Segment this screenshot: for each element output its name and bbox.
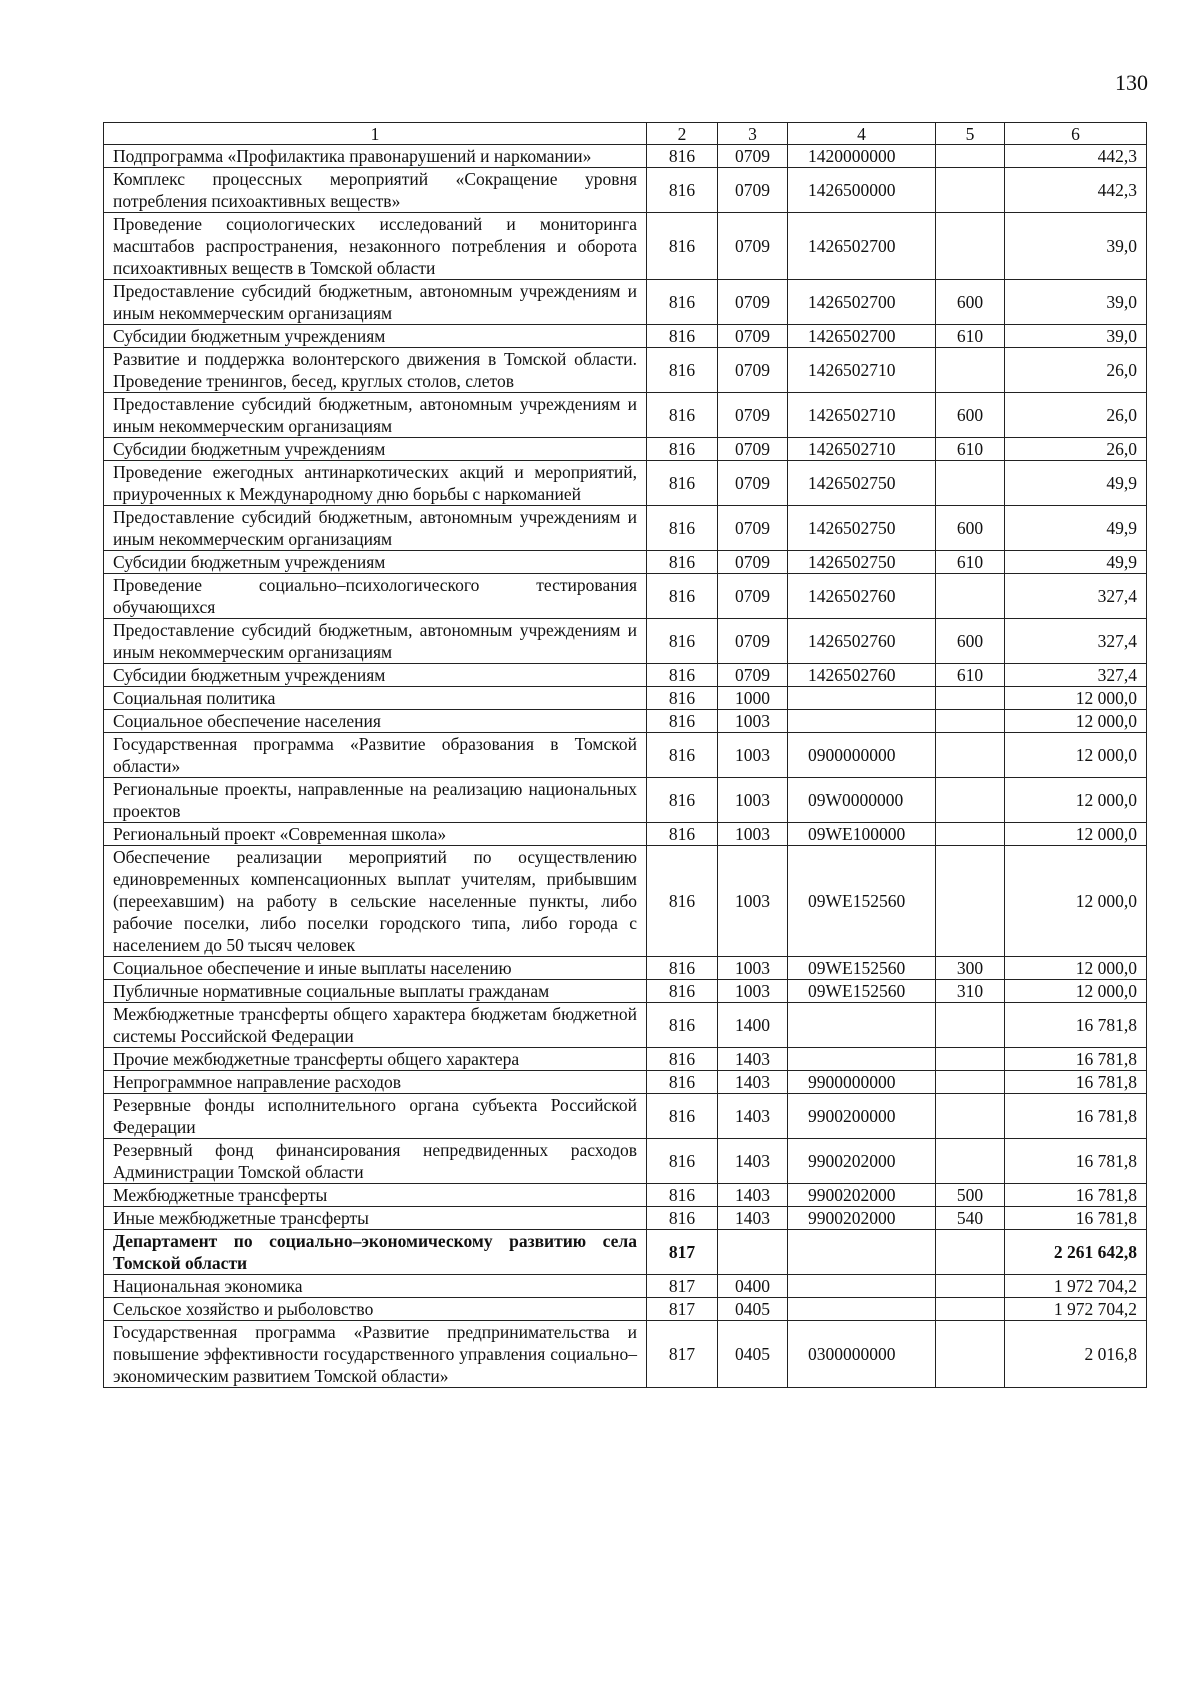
section-code <box>718 1230 788 1275</box>
table-row <box>104 619 1147 664</box>
expense-type-code: 600 <box>936 506 1005 551</box>
item-name: Предоставление субсидий бюджетным, автономным учреждениям и иным некоммерческим организациям <box>104 506 647 551</box>
amount: 442,3 <box>1005 168 1147 213</box>
section-code: 0709 <box>718 280 788 325</box>
section-code: 1403 <box>718 1071 788 1094</box>
target-article-code: 0300000000 <box>788 1321 936 1388</box>
amount: 49,9 <box>1005 551 1147 574</box>
section-code: 0709 <box>718 461 788 506</box>
expense-type-code <box>936 1298 1005 1321</box>
expense-type-code: 610 <box>936 664 1005 687</box>
header-cell-1: 1 <box>104 123 647 145</box>
ministry-code: 816 <box>647 710 718 733</box>
item-name: Межбюджетные трансферты <box>104 1184 647 1207</box>
table-row <box>104 1321 1147 1388</box>
expense-type-code: 300 <box>936 957 1005 980</box>
target-article-code: 1426500000 <box>788 168 936 213</box>
amount: 1 972 704,2 <box>1005 1298 1147 1321</box>
section-code: 0709 <box>718 438 788 461</box>
section-code: 0709 <box>718 393 788 438</box>
expense-type-code <box>936 145 1005 168</box>
header-cell-6: 6 <box>1005 123 1147 145</box>
table-row <box>104 733 1147 778</box>
ministry-code: 817 <box>647 1230 718 1275</box>
item-name: Иные межбюджетные трансферты <box>104 1207 647 1230</box>
section-code: 0709 <box>718 348 788 393</box>
section-code: 1003 <box>718 980 788 1003</box>
item-name: Государственная программа «Развитие предпринимательства и повышение эффективности государственного управления социально–экономическим развитием Томской области» <box>104 1321 647 1388</box>
amount: 442,3 <box>1005 145 1147 168</box>
ministry-code: 816 <box>647 778 718 823</box>
amount: 16 781,8 <box>1005 1003 1147 1048</box>
table-row <box>104 168 1147 213</box>
header-cell-4: 4 <box>788 123 936 145</box>
table-row <box>104 1094 1147 1139</box>
amount: 327,4 <box>1005 574 1147 619</box>
amount: 12 000,0 <box>1005 710 1147 733</box>
ministry-code: 816 <box>647 145 718 168</box>
item-name: Обеспечение реализации мероприятий по осуществлению единовременных компенсационных выплат учителям, прибывшим (переехавшим) на работу в сельские населенные пункты, либо рабочие поселки, либо поселки городского типа, либо города с населением до 50 тысяч человек <box>104 846 647 957</box>
item-name: Субсидии бюджетным учреждениям <box>104 438 647 461</box>
table-row <box>104 551 1147 574</box>
table-row <box>104 710 1147 733</box>
table-row <box>104 778 1147 823</box>
section-code: 1403 <box>718 1048 788 1071</box>
item-name: Региональные проекты, направленные на реализацию национальных проектов <box>104 778 647 823</box>
section-code: 1403 <box>718 1207 788 1230</box>
item-name: Департамент по социально–экономическому развитию села Томской области <box>104 1230 647 1275</box>
expense-type-code: 600 <box>936 619 1005 664</box>
target-article-code: 9900200000 <box>788 1094 936 1139</box>
ministry-code: 817 <box>647 1321 718 1388</box>
expense-type-code <box>936 348 1005 393</box>
target-article-code: 0900000000 <box>788 733 936 778</box>
section-code: 0405 <box>718 1321 788 1388</box>
section-code: 1003 <box>718 957 788 980</box>
table-row <box>104 664 1147 687</box>
section-code: 1403 <box>718 1139 788 1184</box>
section-code: 1003 <box>718 733 788 778</box>
ministry-code: 816 <box>647 393 718 438</box>
expense-type-code <box>936 733 1005 778</box>
ministry-code: 816 <box>647 506 718 551</box>
section-code: 0709 <box>718 664 788 687</box>
item-name: Подпрограмма «Профилактика правонарушений и наркомании» <box>104 145 647 168</box>
table-row <box>104 980 1147 1003</box>
item-name: Сельское хозяйство и рыболовство <box>104 1298 647 1321</box>
table-row <box>104 280 1147 325</box>
target-article-code: 1420000000 <box>788 145 936 168</box>
target-article-code: 1426502760 <box>788 619 936 664</box>
target-article-code: 1426502760 <box>788 664 936 687</box>
target-article-code <box>788 687 936 710</box>
section-code: 0709 <box>718 574 788 619</box>
item-name: Проведение ежегодных антинаркотических акций и мероприятий, приуроченных к Международному дню борьбы с наркоманией <box>104 461 647 506</box>
section-code: 1403 <box>718 1094 788 1139</box>
ministry-code: 816 <box>647 1139 718 1184</box>
table-row <box>104 687 1147 710</box>
amount: 12 000,0 <box>1005 980 1147 1003</box>
section-code: 1000 <box>718 687 788 710</box>
table-row <box>104 145 1147 168</box>
amount: 16 781,8 <box>1005 1207 1147 1230</box>
item-name: Прочие межбюджетные трансферты общего характера <box>104 1048 647 1071</box>
expense-type-code: 600 <box>936 393 1005 438</box>
header-cell-3: 3 <box>718 123 788 145</box>
page-number: 130 <box>1115 70 1148 95</box>
ministry-code: 817 <box>647 1298 718 1321</box>
amount: 2 261 642,8 <box>1005 1230 1147 1275</box>
section-code: 0709 <box>718 551 788 574</box>
table-row <box>104 1230 1147 1275</box>
ministry-code: 816 <box>647 325 718 348</box>
item-name: Проведение социально–психологического тестирования обучающихся <box>104 574 647 619</box>
expense-type-code <box>936 687 1005 710</box>
ministry-code: 817 <box>647 1275 718 1298</box>
ministry-code: 816 <box>647 1003 718 1048</box>
target-article-code <box>788 1048 936 1071</box>
section-code: 0405 <box>718 1298 788 1321</box>
item-name: Субсидии бюджетным учреждениям <box>104 551 647 574</box>
header-row <box>104 123 1147 145</box>
target-article-code: 9900202000 <box>788 1139 936 1184</box>
ministry-code: 816 <box>647 619 718 664</box>
ministry-code: 816 <box>647 348 718 393</box>
target-article-code: 1426502710 <box>788 348 936 393</box>
target-article-code: 1426502750 <box>788 506 936 551</box>
amount: 39,0 <box>1005 280 1147 325</box>
table-row <box>104 348 1147 393</box>
table-row <box>104 574 1147 619</box>
amount: 12 000,0 <box>1005 778 1147 823</box>
amount: 16 781,8 <box>1005 1094 1147 1139</box>
target-article-code <box>788 1230 936 1275</box>
ministry-code: 816 <box>647 664 718 687</box>
section-code: 0709 <box>718 506 788 551</box>
ministry-code: 816 <box>647 551 718 574</box>
target-article-code: 09WE152560 <box>788 957 936 980</box>
ministry-code: 816 <box>647 687 718 710</box>
ministry-code: 816 <box>647 213 718 280</box>
header-cell-5: 5 <box>936 123 1005 145</box>
item-name: Публичные нормативные социальные выплаты гражданам <box>104 980 647 1003</box>
expense-type-code: 500 <box>936 1184 1005 1207</box>
target-article-code: 9900202000 <box>788 1184 936 1207</box>
ministry-code: 816 <box>647 574 718 619</box>
amount: 12 000,0 <box>1005 733 1147 778</box>
table-row <box>104 325 1147 348</box>
item-name: Субсидии бюджетным учреждениям <box>104 664 647 687</box>
ministry-code: 816 <box>647 461 718 506</box>
header-cell-2: 2 <box>647 123 718 145</box>
ministry-code: 816 <box>647 957 718 980</box>
target-article-code: 1426502700 <box>788 325 936 348</box>
expense-type-code: 610 <box>936 325 1005 348</box>
amount: 16 781,8 <box>1005 1139 1147 1184</box>
expense-type-code: 610 <box>936 438 1005 461</box>
ministry-code: 816 <box>647 1094 718 1139</box>
target-article-code <box>788 1275 936 1298</box>
amount: 12 000,0 <box>1005 823 1147 846</box>
section-code: 0709 <box>718 325 788 348</box>
target-article-code: 1426502760 <box>788 574 936 619</box>
amount: 2 016,8 <box>1005 1321 1147 1388</box>
table-row <box>104 1048 1147 1071</box>
target-article-code: 1426502710 <box>788 393 936 438</box>
table-body <box>104 145 1147 1388</box>
section-code: 1003 <box>718 846 788 957</box>
item-name: Резервный фонд финансирования непредвиденных расходов Администрации Томской области <box>104 1139 647 1184</box>
table-row <box>104 1071 1147 1094</box>
target-article-code: 1426502750 <box>788 461 936 506</box>
section-code: 1003 <box>718 710 788 733</box>
expense-type-code <box>936 1094 1005 1139</box>
section-code: 0709 <box>718 619 788 664</box>
target-article-code: 09W0000000 <box>788 778 936 823</box>
table-row <box>104 846 1147 957</box>
target-article-code: 1426502710 <box>788 438 936 461</box>
target-article-code <box>788 1298 936 1321</box>
expense-type-code <box>936 846 1005 957</box>
ministry-code: 816 <box>647 1184 718 1207</box>
target-article-code: 1426502700 <box>788 280 936 325</box>
section-code: 1003 <box>718 823 788 846</box>
amount: 26,0 <box>1005 348 1147 393</box>
target-article-code: 1426502750 <box>788 551 936 574</box>
expense-type-code <box>936 710 1005 733</box>
table-row <box>104 1003 1147 1048</box>
amount: 16 781,8 <box>1005 1184 1147 1207</box>
expense-type-code: 600 <box>936 280 1005 325</box>
table-row <box>104 1275 1147 1298</box>
ministry-code: 816 <box>647 1071 718 1094</box>
expense-type-code <box>936 1139 1005 1184</box>
ministry-code: 816 <box>647 1207 718 1230</box>
amount: 327,4 <box>1005 664 1147 687</box>
item-name: Социальное обеспечение населения <box>104 710 647 733</box>
item-name: Развитие и поддержка волонтерского движения в Томской области. Проведение тренингов, бесед, круглых столов, слетов <box>104 348 647 393</box>
table-row <box>104 957 1147 980</box>
expense-type-code: 540 <box>936 1207 1005 1230</box>
amount: 49,9 <box>1005 506 1147 551</box>
item-name: Социальное обеспечение и иные выплаты населению <box>104 957 647 980</box>
table-row <box>104 506 1147 551</box>
section-code: 0709 <box>718 168 788 213</box>
expense-type-code <box>936 1230 1005 1275</box>
target-article-code: 09WE152560 <box>788 846 936 957</box>
table-row <box>104 213 1147 280</box>
expense-type-code <box>936 574 1005 619</box>
expense-type-code <box>936 1321 1005 1388</box>
ministry-code: 816 <box>647 1048 718 1071</box>
amount: 16 781,8 <box>1005 1048 1147 1071</box>
amount: 16 781,8 <box>1005 1071 1147 1094</box>
expense-type-code <box>936 168 1005 213</box>
expense-type-code <box>936 461 1005 506</box>
amount: 49,9 <box>1005 461 1147 506</box>
section-code: 0709 <box>718 145 788 168</box>
target-article-code: 09WE100000 <box>788 823 936 846</box>
expense-type-code <box>936 778 1005 823</box>
section-code: 0400 <box>718 1275 788 1298</box>
section-code: 0709 <box>718 213 788 280</box>
item-name: Региональный проект «Современная школа» <box>104 823 647 846</box>
table-row <box>104 1207 1147 1230</box>
ministry-code: 816 <box>647 980 718 1003</box>
amount: 12 000,0 <box>1005 846 1147 957</box>
expense-type-code <box>936 213 1005 280</box>
ministry-code: 816 <box>647 438 718 461</box>
amount: 26,0 <box>1005 393 1147 438</box>
table-row <box>104 823 1147 846</box>
amount: 1 972 704,2 <box>1005 1275 1147 1298</box>
expense-type-code <box>936 823 1005 846</box>
item-name: Национальная экономика <box>104 1275 647 1298</box>
item-name: Предоставление субсидий бюджетным, автономным учреждениям и иным некоммерческим организациям <box>104 280 647 325</box>
section-code: 1003 <box>718 778 788 823</box>
item-name: Предоставление субсидий бюджетным, автономным учреждениям и иным некоммерческим организациям <box>104 393 647 438</box>
table-row <box>104 461 1147 506</box>
table-row <box>104 1139 1147 1184</box>
item-name: Проведение социологических исследований и мониторинга масштабов распространения, незаконного потребления и оборота психоактивных веществ в Томской области <box>104 213 647 280</box>
item-name: Резервные фонды исполнительного органа субъекта Российской Федерации <box>104 1094 647 1139</box>
target-article-code: 9900000000 <box>788 1071 936 1094</box>
item-name: Предоставление субсидий бюджетным, автономным учреждениям и иным некоммерческим организациям <box>104 619 647 664</box>
expense-type-code <box>936 1071 1005 1094</box>
ministry-code: 816 <box>647 733 718 778</box>
table-row <box>104 438 1147 461</box>
item-name: Государственная программа «Развитие образования в Томской области» <box>104 733 647 778</box>
amount: 12 000,0 <box>1005 957 1147 980</box>
expense-type-code <box>936 1003 1005 1048</box>
expense-type-code <box>936 1275 1005 1298</box>
amount: 327,4 <box>1005 619 1147 664</box>
target-article-code <box>788 710 936 733</box>
expense-type-code: 310 <box>936 980 1005 1003</box>
budget-table <box>103 122 1147 1388</box>
target-article-code <box>788 1003 936 1048</box>
item-name: Социальная политика <box>104 687 647 710</box>
section-code: 1400 <box>718 1003 788 1048</box>
amount: 12 000,0 <box>1005 687 1147 710</box>
section-code: 1403 <box>718 1184 788 1207</box>
ministry-code: 816 <box>647 846 718 957</box>
item-name: Непрограммное направление расходов <box>104 1071 647 1094</box>
item-name: Комплекс процессных мероприятий «Сокращение уровня потребления психоактивных веществ» <box>104 168 647 213</box>
ministry-code: 816 <box>647 168 718 213</box>
ministry-code: 816 <box>647 280 718 325</box>
target-article-code: 09WE152560 <box>788 980 936 1003</box>
expense-type-code <box>936 1048 1005 1071</box>
target-article-code: 9900202000 <box>788 1207 936 1230</box>
target-article-code: 1426502700 <box>788 213 936 280</box>
amount: 39,0 <box>1005 325 1147 348</box>
expense-type-code: 610 <box>936 551 1005 574</box>
amount: 26,0 <box>1005 438 1147 461</box>
amount: 39,0 <box>1005 213 1147 280</box>
ministry-code: 816 <box>647 823 718 846</box>
table-row <box>104 1298 1147 1321</box>
item-name: Межбюджетные трансферты общего характера бюджетам бюджетной системы Российской Федерации <box>104 1003 647 1048</box>
item-name: Субсидии бюджетным учреждениям <box>104 325 647 348</box>
table-row <box>104 1184 1147 1207</box>
table-row <box>104 393 1147 438</box>
